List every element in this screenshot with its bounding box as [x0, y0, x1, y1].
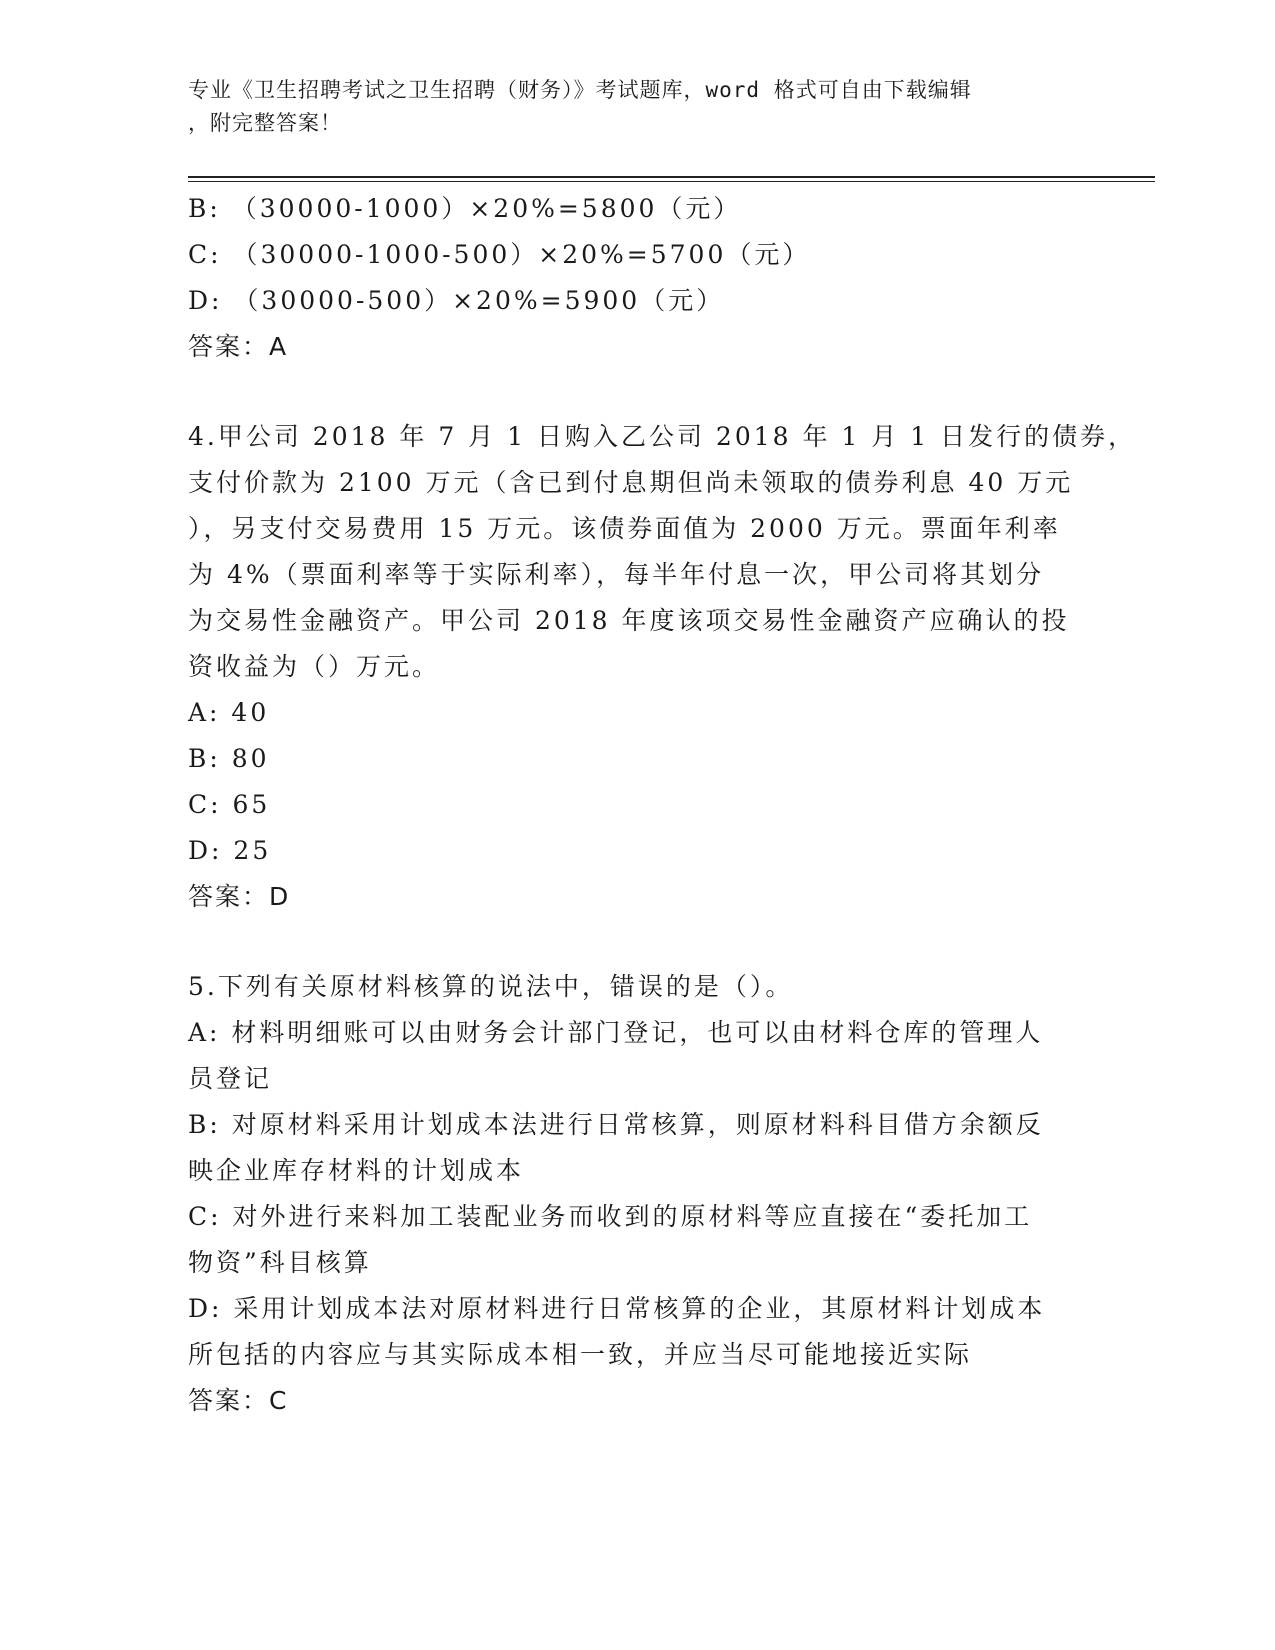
question-5 — [188, 964, 1088, 1424]
q5-option-b-line: B: 对原材料采用计划成本法进行日常核算，则原材料科目借方余额反 — [188, 1110, 1044, 1139]
q5-option-a-line: 员登记 — [188, 1064, 273, 1093]
q3-option-c: C: （30000-1000-500）×20%=5700（元） — [188, 240, 811, 269]
q4-option-b: B: 80 — [188, 744, 270, 773]
q4-stem-line: 4.甲公司 2018 年 7 月 1 日购入乙公司 2018 年 1 月 1 日发行的债券， — [188, 422, 1137, 451]
q3-answer: 答案：A — [188, 332, 289, 361]
q4-option-d: D: 25 — [188, 836, 272, 865]
q4-stem-line: 资收益为（）万元。 — [188, 652, 441, 681]
spacer — [188, 920, 1088, 964]
header-divider-thin — [188, 181, 1155, 182]
q5-option-c-line: C: 对外进行来料加工装配业务而收到的原材料等应直接在“委托加工 — [188, 1202, 1033, 1231]
q4-stem-line: 为交易性金融资产。甲公司 2018 年度该项交易性金融资产应确认的投 — [188, 606, 1070, 635]
q5-answer: 答案：C — [188, 1386, 289, 1415]
q5-option-c-line: 物资”科目核算 — [188, 1248, 372, 1277]
header-title-line-2: ，附完整答案！ — [188, 111, 342, 135]
q5-option-a-line: A: 材料明细账可以由财务会计部门登记，也可以由材料仓库的管理人 — [188, 1018, 1044, 1047]
q4-stem-line: ），另支付交易费用 15 万元。该债券面值为 2000 万元。票面年利率 — [188, 514, 1061, 543]
q5-stem-line: 5.下列有关原材料核算的说法中，错误的是（）。 — [188, 972, 794, 1001]
document-header — [188, 74, 1068, 140]
question-4 — [188, 414, 1137, 920]
header-title-line-1: 专业《卫生招聘考试之卫生招聘（财务）》考试题库，word 格式可自由下载编辑 — [188, 78, 972, 102]
q4-answer: 答案：D — [188, 882, 291, 911]
q5-option-d-line: 所包括的内容应与其实际成本相一致，并应当尽可能地接近实际 — [188, 1340, 973, 1369]
q4-option-c: C: 65 — [188, 790, 271, 819]
question-3-continued — [188, 186, 1088, 370]
q4-stem-line: 支付价款为 2100 万元（含已到付息期但尚未领取的债券利息 40 万元 — [188, 468, 1074, 497]
q3-option-d: D: （30000-500）×20%=5900（元） — [188, 286, 725, 315]
q4-stem-line: 为 4%（票面利率等于实际利率），每半年付息一次，甲公司将其划分 — [188, 560, 1045, 589]
q5-option-b-line: 映企业库存材料的计划成本 — [188, 1156, 525, 1185]
q4-option-a: A: 40 — [188, 698, 270, 727]
q3-option-b: B: （30000-1000）×20%=5800（元） — [188, 194, 742, 223]
q5-option-d-line: D: 采用计划成本法对原材料进行日常核算的企业，其原材料计划成本 — [188, 1294, 1046, 1323]
header-divider-thick — [188, 176, 1155, 178]
spacer — [188, 370, 1088, 414]
document-body — [188, 186, 1137, 1424]
